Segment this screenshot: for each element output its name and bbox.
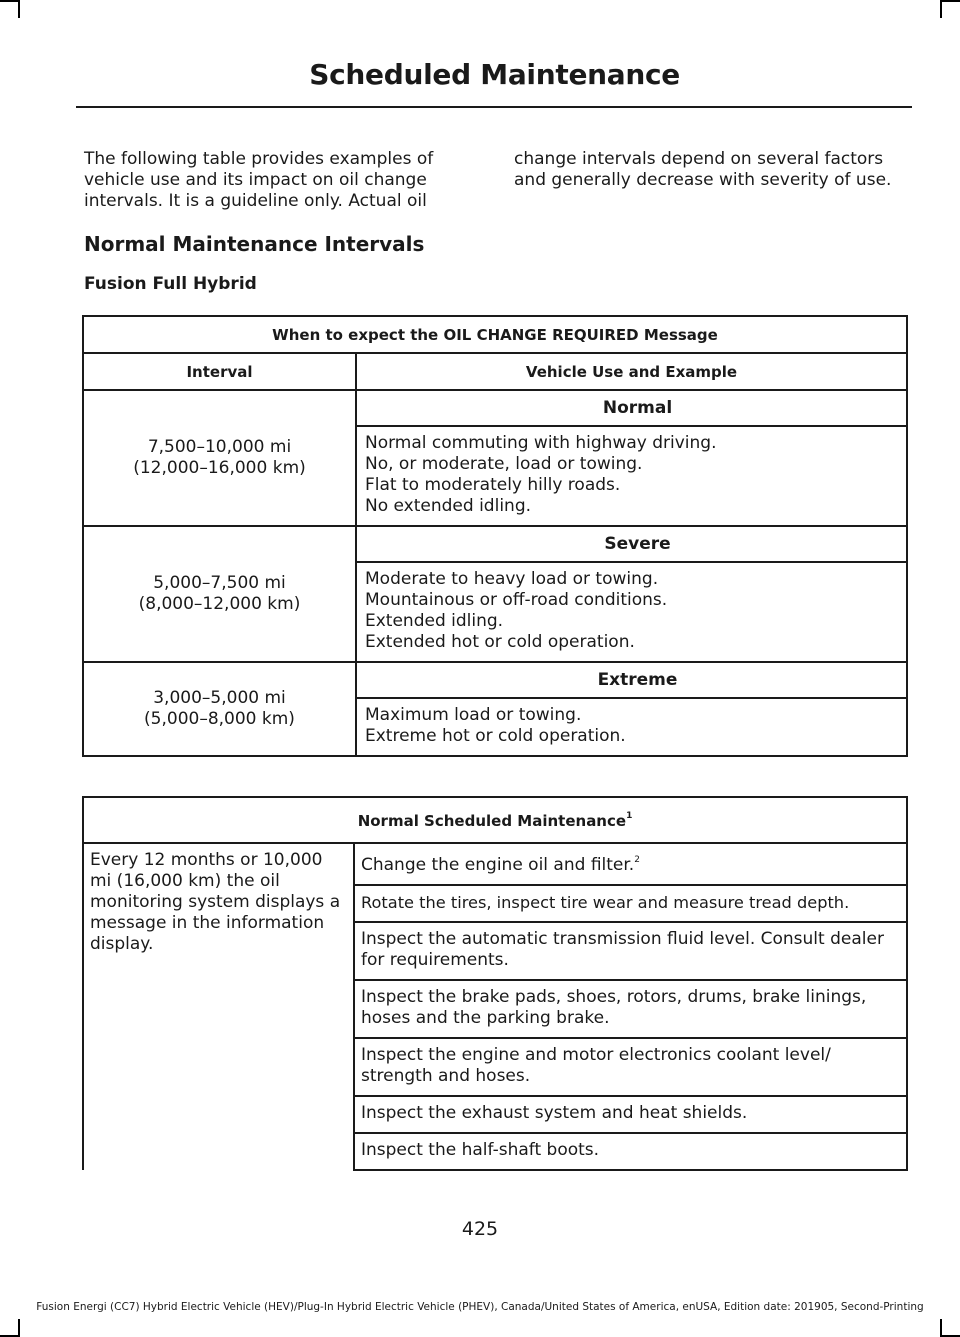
crop-mark (940, 1319, 942, 1337)
oil-table-caption: When to expect the OIL CHANGE REQUIRED Message (83, 316, 907, 353)
caption-text: Normal Scheduled Maintenance (357, 811, 627, 830)
task-text: Change the engine oil and filter. (361, 855, 635, 875)
use-line: Extreme hot or cold operation. (365, 726, 626, 746)
use-line: Maximum load or towing. (365, 705, 582, 725)
use-line: Moderate to heavy load or towing. (365, 569, 659, 589)
intro-right: change intervals depend on several factors and generally decrease with severity of use. (514, 149, 892, 190)
column-header-interval: Interval (83, 353, 356, 390)
category-label: Normal (356, 390, 907, 426)
intro-left: The following table provides examples of vehicle use and its impact on oil change intervals. It is a guideline only. Actual oil (84, 149, 434, 211)
footnote-ref: 1 (626, 810, 633, 821)
page-title: Scheduled Maintenance (309, 58, 680, 91)
category-label: Extreme (356, 662, 907, 698)
use-line: Flat to moderately hilly roads. (365, 475, 621, 495)
table-row (83, 662, 907, 698)
interval-cell (83, 390, 356, 526)
interval-km: (12,000–16,000 km) (133, 458, 306, 478)
crop-mark (940, 0, 942, 18)
use-line: Extended hot or cold operation. (365, 632, 635, 652)
schedule-description: Every 12 months or 10,000 mi (16,000 km) the oil monitoring system displays a message in the information display. (83, 843, 354, 1170)
category-label: Severe (356, 526, 907, 562)
maintenance-task: Inspect the brake pads, shoes, rotors, drums, brake linings, hoses and the parking brake. (354, 980, 907, 1038)
maintenance-task: Inspect the exhaust system and heat shields. (354, 1096, 907, 1133)
maintenance-table (82, 796, 908, 1171)
maintenance-task: Inspect the automatic transmission fluid level. Consult dealer for requirements. (354, 922, 907, 980)
use-line: No extended idling. (365, 496, 532, 516)
crop-mark (18, 1319, 20, 1337)
interval-cell (83, 526, 356, 662)
interval-km: (5,000–8,000 km) (144, 709, 295, 729)
maintenance-task: Inspect the half-shaft boots. (354, 1133, 907, 1170)
table-row (83, 390, 907, 426)
use-line: Extended idling. (365, 611, 504, 631)
page-footer: Fusion Energi (CC7) Hybrid Electric Vehicle (HEV)/Plug-In Hybrid Electric Vehicle (PHEV), Canada/United States of America, enUSA, Edition date: 201905, Second-Printing (36, 1301, 924, 1313)
footnote-ref: 2 (634, 855, 640, 865)
use-line: No, or moderate, load or towing. (365, 454, 643, 474)
maintenance-task (354, 843, 907, 885)
crop-mark (18, 0, 20, 18)
crop-mark (0, 0, 18, 2)
use-description (356, 562, 907, 662)
maintenance-task: Rotate the tires, inspect tire wear and measure tread depth. (354, 885, 907, 922)
maintenance-task: Inspect the engine and motor electronics coolant level/ strength and hoses. (354, 1038, 907, 1096)
section-title: Normal Maintenance Intervals (84, 232, 425, 256)
column-header-use: Vehicle Use and Example (356, 353, 907, 390)
table-row (83, 843, 907, 885)
header-divider (76, 106, 912, 108)
page-number: 425 (461, 1218, 499, 1240)
use-line: Mountainous or off-road conditions. (365, 590, 668, 610)
use-line: Normal commuting with highway driving. (365, 433, 717, 453)
maintenance-table-caption (83, 797, 907, 843)
interval-mi: 3,000–5,000 mi (153, 688, 286, 708)
interval-mi: 5,000–7,500 mi (153, 573, 286, 593)
subsection-title: Fusion Full Hybrid (84, 274, 257, 294)
table-row (83, 526, 907, 562)
use-description (356, 426, 907, 526)
oil-change-table (82, 315, 908, 757)
interval-cell (83, 662, 356, 756)
interval-km: (8,000–12,000 km) (138, 594, 301, 614)
interval-mi: 7,500–10,000 mi (147, 437, 292, 457)
crop-mark (942, 0, 960, 2)
use-description (356, 698, 907, 756)
